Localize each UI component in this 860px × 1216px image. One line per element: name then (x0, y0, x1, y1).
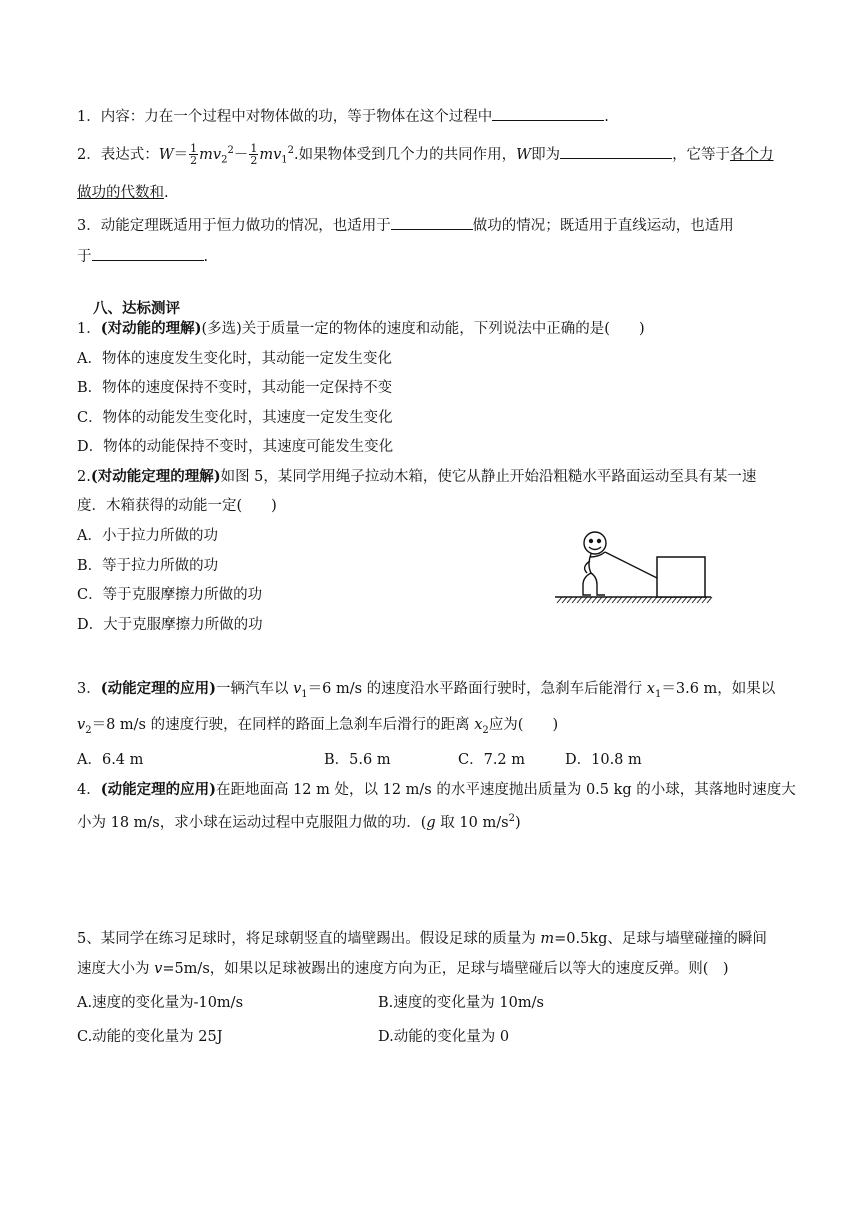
frac-num: 1 (190, 142, 198, 156)
hatch-line (697, 597, 702, 603)
var-m: m (199, 146, 213, 163)
hatch-line (707, 597, 712, 603)
q2-tag: (对动能定理的理解) (90, 468, 221, 485)
hatch-line (592, 597, 597, 603)
var-v: v (154, 961, 163, 977)
frac-den: 2 (190, 154, 198, 168)
ground-hatch-lines (557, 597, 712, 603)
rope (605, 552, 657, 578)
s1-content-text: 1．内容：力在一个过程中对物体做的功，等于物体在这个过程中 (77, 109, 493, 125)
q3-stem-1 (77, 679, 775, 705)
q3-option-a: A．6.4 m (77, 752, 144, 768)
sub-2: 2 (85, 724, 92, 736)
hatch-line (682, 597, 687, 603)
underlined-text: 各个力 (730, 146, 774, 163)
q3-stem-2 (77, 715, 558, 741)
q5-option-c: C.动能的变化量为 25J (77, 1029, 223, 1045)
q5-option-a: A.速度的变化量为-10m/s (77, 995, 244, 1011)
underlined-text: 做功的代数和 (77, 185, 164, 201)
wooden-box (657, 557, 705, 597)
q1-option-d: D．物体的动能保持不变时，其速度可能发生变化 (77, 439, 394, 455)
var-W: W (516, 146, 532, 163)
var-v: v (273, 146, 282, 163)
q3-option-c: C．7.2 m (458, 752, 526, 768)
figure-person-pulling-box (553, 527, 713, 607)
hatch-line (562, 597, 567, 603)
blank-3 (391, 214, 473, 230)
formula-label: 2．表达式： (77, 146, 159, 163)
q5-stem-1 (77, 929, 767, 949)
q4-text: 在距地面高 12 m 处，以 12 m/s 的水平速度抛出质量为 0.5 kg 的小球，其落地时速度大 (215, 782, 796, 798)
hatch-line (677, 597, 682, 603)
blank-2 (560, 143, 672, 159)
hatch-line (587, 597, 592, 603)
sub-2: 2 (482, 724, 489, 736)
var-v: v (77, 717, 86, 733)
sup-2: 2 (227, 145, 234, 156)
q1-option-a: A．物体的速度发生变化时，其动能一定发生变化 (77, 351, 392, 367)
q4-text: 取 10 m/s (435, 814, 509, 831)
var-g: g (426, 814, 436, 831)
var-W: W (158, 146, 174, 163)
q1-option-c: C．物体的动能发生变化时，其速度一定发生变化 (77, 410, 393, 426)
q3-text: ＝3.6 m，如果以 (661, 681, 776, 697)
q5-text: =5m/s，如果以足球被踢出的速度方向为正，足球与墙壁碰后以等大的速度反弹。则( ) (162, 961, 729, 977)
hatch-line (607, 597, 612, 603)
stick-person (583, 532, 606, 595)
q1-number: 1． (77, 321, 101, 337)
hatch-line (567, 597, 572, 603)
var-x: x (474, 717, 483, 733)
hatch-line (632, 597, 637, 603)
q2-stem-2: 度．木箱获得的动能一定( ) (77, 498, 277, 514)
q1-tag: (对动能的理解) (100, 320, 202, 337)
q4-stem-2 (77, 809, 521, 833)
hatch-line (702, 597, 707, 603)
q3-text: 应为( ) (488, 717, 559, 733)
hatch-line (692, 597, 697, 603)
s1-period: . (604, 109, 609, 125)
hatch-line (657, 597, 662, 603)
q2-option-d: D．大于克服摩擦力所做的功 (77, 617, 263, 633)
q4-text: ) (514, 814, 521, 831)
var-x: x (646, 681, 655, 697)
s1-text: 做功的情况；既适用于直线运动，也适用 (472, 218, 734, 234)
q2-number: 2. (77, 469, 91, 485)
hatch-line (652, 597, 657, 603)
hatch-line (612, 597, 617, 603)
var-m: m (540, 931, 555, 947)
frac-num: 1 (250, 142, 258, 156)
section-title: 八、达标测评 (93, 301, 180, 317)
q1-stem (77, 319, 645, 339)
q2-text: 如图 5，某同学用绳子拉动木箱，使它从静止开始沿粗糙水平路面运动至具有某一速 (220, 469, 757, 485)
q4-stem-1 (77, 780, 796, 800)
q1-multi-tag: (多选) (201, 321, 242, 337)
s1-line1 (77, 105, 609, 127)
q4-number: 4． (77, 782, 101, 798)
q2-stem-1 (77, 467, 756, 487)
var-v: v (293, 681, 302, 697)
hatch-line (582, 597, 587, 603)
fraction-half-1 (189, 143, 198, 166)
fraction-half-2 (249, 143, 258, 166)
hatch-line (647, 597, 652, 603)
q3-number: 3． (77, 681, 101, 697)
var-m: m (259, 146, 274, 163)
hatch-line (637, 597, 642, 603)
hatch-line (642, 597, 647, 603)
blank-1 (492, 105, 604, 121)
q5-text: 速度大小为 (77, 961, 155, 977)
hatch-line (622, 597, 627, 603)
hatch-line (602, 597, 607, 603)
s1-line3 (77, 183, 169, 203)
q5-stem-2 (77, 959, 729, 979)
q3-option-d: D．10.8 m (565, 752, 642, 768)
sup-2: 2 (287, 145, 295, 156)
q3-text: ＝6 m/s 的速度沿水平路面行驶时，急刹车后能滑行 (307, 681, 647, 697)
sub-2: 2 (221, 154, 228, 166)
q1-text: 关于质量一定的物体的速度和动能，下列说法中正确的是( ) (241, 321, 645, 337)
q1-option-b: B．物体的速度保持不变时，其动能一定保持不变 (77, 380, 393, 396)
sub-1: 1 (654, 688, 662, 700)
q2-option-a: A．小于拉力所做的功 (77, 528, 218, 544)
q4-text: 小为 18 m/s，求小球在运动过程中克服阻力做的功．( (77, 814, 427, 831)
s1-period: . (203, 249, 209, 265)
s1-text: 即为 (531, 146, 561, 163)
var-v: v (212, 146, 222, 163)
hatch-line (667, 597, 672, 603)
q5-option-b: B.速度的变化量为 10m/s (378, 995, 544, 1011)
s1-line4 (77, 214, 734, 236)
q5-text: =0.5kg、足球与墙壁碰撞的瞬间 (554, 931, 767, 947)
s1-line5 (77, 245, 208, 267)
hatch-line (687, 597, 692, 603)
sub-1: 1 (301, 688, 308, 700)
minus-sign: － (233, 146, 249, 163)
hatch-line (557, 597, 562, 603)
s1-period: . (164, 185, 169, 201)
sup-2: 2 (508, 813, 515, 824)
q3-option-b: B．5.6 m (324, 752, 391, 768)
q5-option-d: D.动能的变化量为 0 (378, 1029, 510, 1045)
hatch-line (572, 597, 577, 603)
q3-text: 一辆汽车以 (215, 681, 294, 697)
q3-text: ＝8 m/s 的速度行驶，在同样的路面上急刹车后滑行的距离 (91, 717, 475, 733)
q3-tag: (动能定理的应用) (100, 680, 216, 697)
s1-text: .如果物体受到几个力的共同作用， (294, 146, 517, 163)
hatch-line (597, 597, 602, 603)
q2-option-c: C．等于克服摩擦力所做的功 (77, 587, 263, 603)
frac-den: 2 (250, 154, 258, 168)
sub-1: 1 (281, 154, 288, 166)
hatch-line (577, 597, 582, 603)
hatch-line (617, 597, 622, 603)
q4-tag: (动能定理的应用) (100, 781, 216, 798)
hatch-line (662, 597, 667, 603)
s1-text: ，它等于 (672, 146, 731, 163)
q5-text: 5、某同学在练习足球时，将足球朝竖直的墙壁踢出。假设足球的质量为 (77, 931, 541, 947)
s1-line2 (77, 141, 774, 171)
hatch-line (672, 597, 677, 603)
s1-text: 3．动能定理既适用于恒力做功的情况，也适用于 (77, 218, 391, 234)
blank-4 (92, 245, 204, 261)
eq-sign: ＝ (173, 146, 189, 163)
hatch-line (627, 597, 632, 603)
q2-option-b: B．等于拉力所做的功 (77, 558, 219, 574)
s1-text: 于 (77, 249, 92, 265)
